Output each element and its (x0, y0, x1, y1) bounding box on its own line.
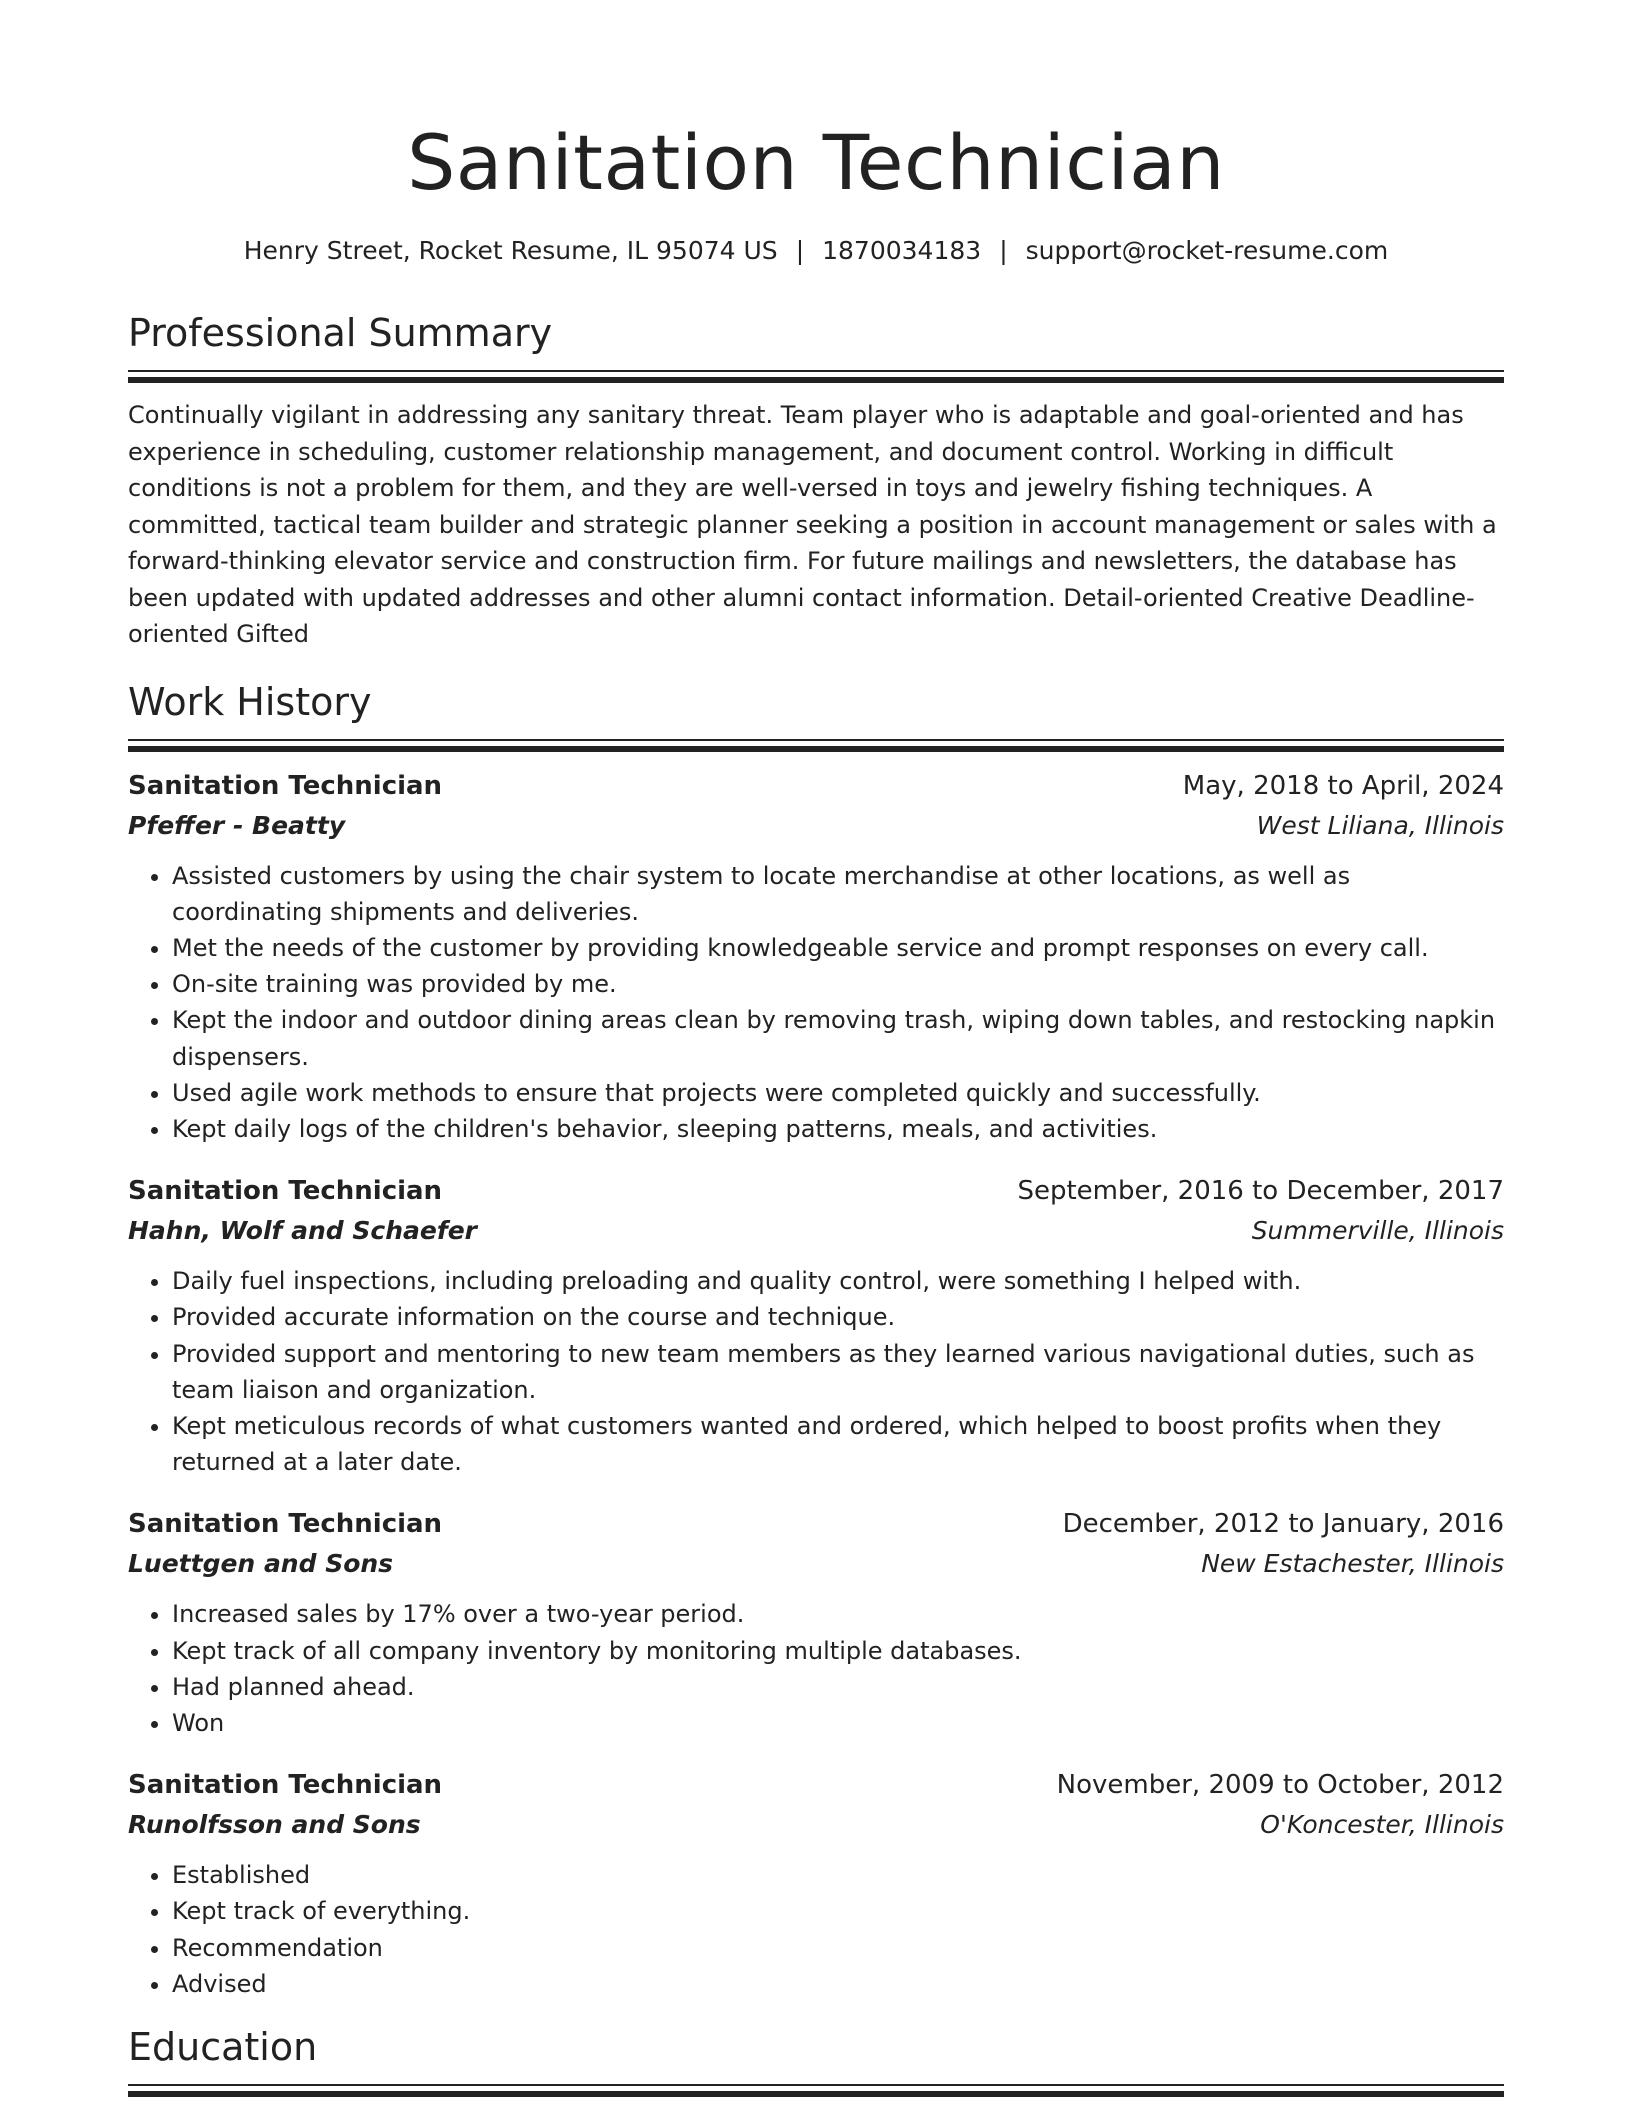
job-header-row (128, 1765, 1504, 1805)
job-bullet: • Provided support and mentoring to new team members as they learned various navigational duties, such as team liaison and organization. (172, 1336, 1504, 1408)
contact-email: support@rocket-resume.com (1025, 236, 1389, 265)
job-bullet: • Recommendation (172, 1930, 1504, 1966)
section-divider (128, 2084, 1504, 2086)
job-bullet: • Kept daily logs of the children's behavior, sleeping patterns, meals, and activities. (172, 1111, 1504, 1147)
job-bullet: • Assisted customers by using the chair system to locate merchandise at other locations, as well as coordinating shipments and deliveries. (172, 858, 1504, 930)
job-bullet: • Kept meticulous records of what customers wanted and ordered, which helped to boost profits when they returned at a later date. (172, 1408, 1504, 1480)
job-bullet-list (128, 1263, 1504, 1480)
resume-page (128, 0, 1504, 2097)
job-bullet: • Advised (172, 1966, 1504, 2002)
section-divider (128, 746, 1504, 752)
job-title: Sanitation Technician (128, 1770, 443, 1801)
job-company-row (128, 1544, 1504, 1584)
job-list (128, 766, 1504, 2002)
work-history-section (128, 677, 1504, 2002)
job-bullet: • Kept track of everything. (172, 1893, 1504, 1929)
section-heading-summary: Professional Summary (128, 311, 553, 355)
contact-separator: | (999, 236, 1008, 265)
job-company: Hahn, Wolf and Schaefer (128, 1216, 477, 1246)
job-bullet: • Daily fuel inspections, including preloading and quality control, were something I helped with. (172, 1263, 1504, 1299)
job-title: Sanitation Technician (128, 1176, 443, 1207)
job-dates: May, 2018 to April, 2024 (1182, 770, 1504, 801)
job-bullet: • Increased sales by 17% over a two-year period. (172, 1596, 1504, 1632)
job-dates: September, 2016 to December, 2017 (1017, 1176, 1504, 1207)
section-divider (128, 2091, 1504, 2097)
job-entry (128, 1504, 1504, 1741)
job-header-row (128, 1504, 1504, 1544)
job-bullet: • Won (172, 1705, 1504, 1741)
contact-separator: | (795, 236, 805, 265)
contact-address: Henry Street, Rocket Resume, IL 95074 US (243, 236, 778, 265)
job-bullet: • On-site training was provided by me. (172, 966, 1504, 1002)
resume-title: Sanitation Technician (407, 118, 1225, 207)
job-company: Runolfsson and Sons (128, 1810, 421, 1840)
section-heading-work: Work History (128, 679, 372, 724)
job-entry (128, 1171, 1504, 1480)
education-section (128, 2022, 1504, 2097)
job-bullet-list (128, 1857, 1504, 2002)
job-bullet-list (128, 858, 1504, 1148)
job-bullet: • Met the needs of the customer by providing knowledgeable service and prompt responses on every call. (172, 930, 1504, 966)
job-location: Summerville, Illinois (1251, 1216, 1504, 1246)
contact-line (128, 234, 1504, 268)
job-bullet: • Kept track of all company inventory by monitoring multiple databases. (172, 1633, 1504, 1669)
job-company-row (128, 1805, 1504, 1845)
job-location: New Estachester, Illinois (1201, 1549, 1504, 1579)
job-bullet: • Used agile work methods to ensure that projects were completed quickly and successfully. (172, 1075, 1504, 1111)
job-entry (128, 1765, 1504, 2002)
section-divider (128, 739, 1504, 741)
job-bullet: • Kept the indoor and outdoor dining areas clean by removing trash, wiping down tables, and restocking napkin dispensers. (172, 1002, 1504, 1074)
job-entry (128, 766, 1504, 1148)
professional-summary-section (128, 308, 1504, 653)
section-divider (128, 370, 1504, 372)
section-heading-education: Education (128, 2024, 318, 2069)
job-dates: November, 2009 to October, 2012 (1056, 1770, 1504, 1801)
job-title: Sanitation Technician (128, 1509, 443, 1540)
job-company: Pfeffer - Beatty (128, 810, 346, 840)
job-company: Luettgen and Sons (128, 1549, 394, 1579)
job-company-row (128, 806, 1504, 846)
job-bullet: • Had planned ahead. (172, 1669, 1504, 1705)
contact-phone: 1870034183 (822, 236, 982, 265)
summary-text: Continually vigilant in addressing any sanitary threat. Team player who is adaptable and goal-oriented and has experience in scheduling, customer relationship management, and document control. Working in difficult conditions is not a problem for them, and they are well-versed in toys and jewelry fishing techniques. A committed, tactical team builder and strategic planner seeking a position in account management or sales with a forward-thinking elevator service and construction firm. For future mailings and newsletters, the database has been updated with updated addresses and other alumni contact information. Detail-oriented Creative Deadline-oriented Gifted (128, 401, 1497, 648)
job-bullet: • Provided accurate information on the course and technique. (172, 1299, 1504, 1335)
section-divider (128, 377, 1504, 383)
job-location: West Liliana, Illinois (1256, 810, 1504, 840)
job-company-row (128, 1211, 1504, 1251)
job-title: Sanitation Technician (128, 770, 443, 801)
job-header-row (128, 766, 1504, 806)
job-bullet: • Established (172, 1857, 1504, 1893)
job-header-row (128, 1171, 1504, 1211)
job-bullet-list (128, 1596, 1504, 1741)
job-location: O'Koncester, Illinois (1260, 1810, 1504, 1840)
job-dates: December, 2012 to January, 2016 (1062, 1509, 1504, 1540)
